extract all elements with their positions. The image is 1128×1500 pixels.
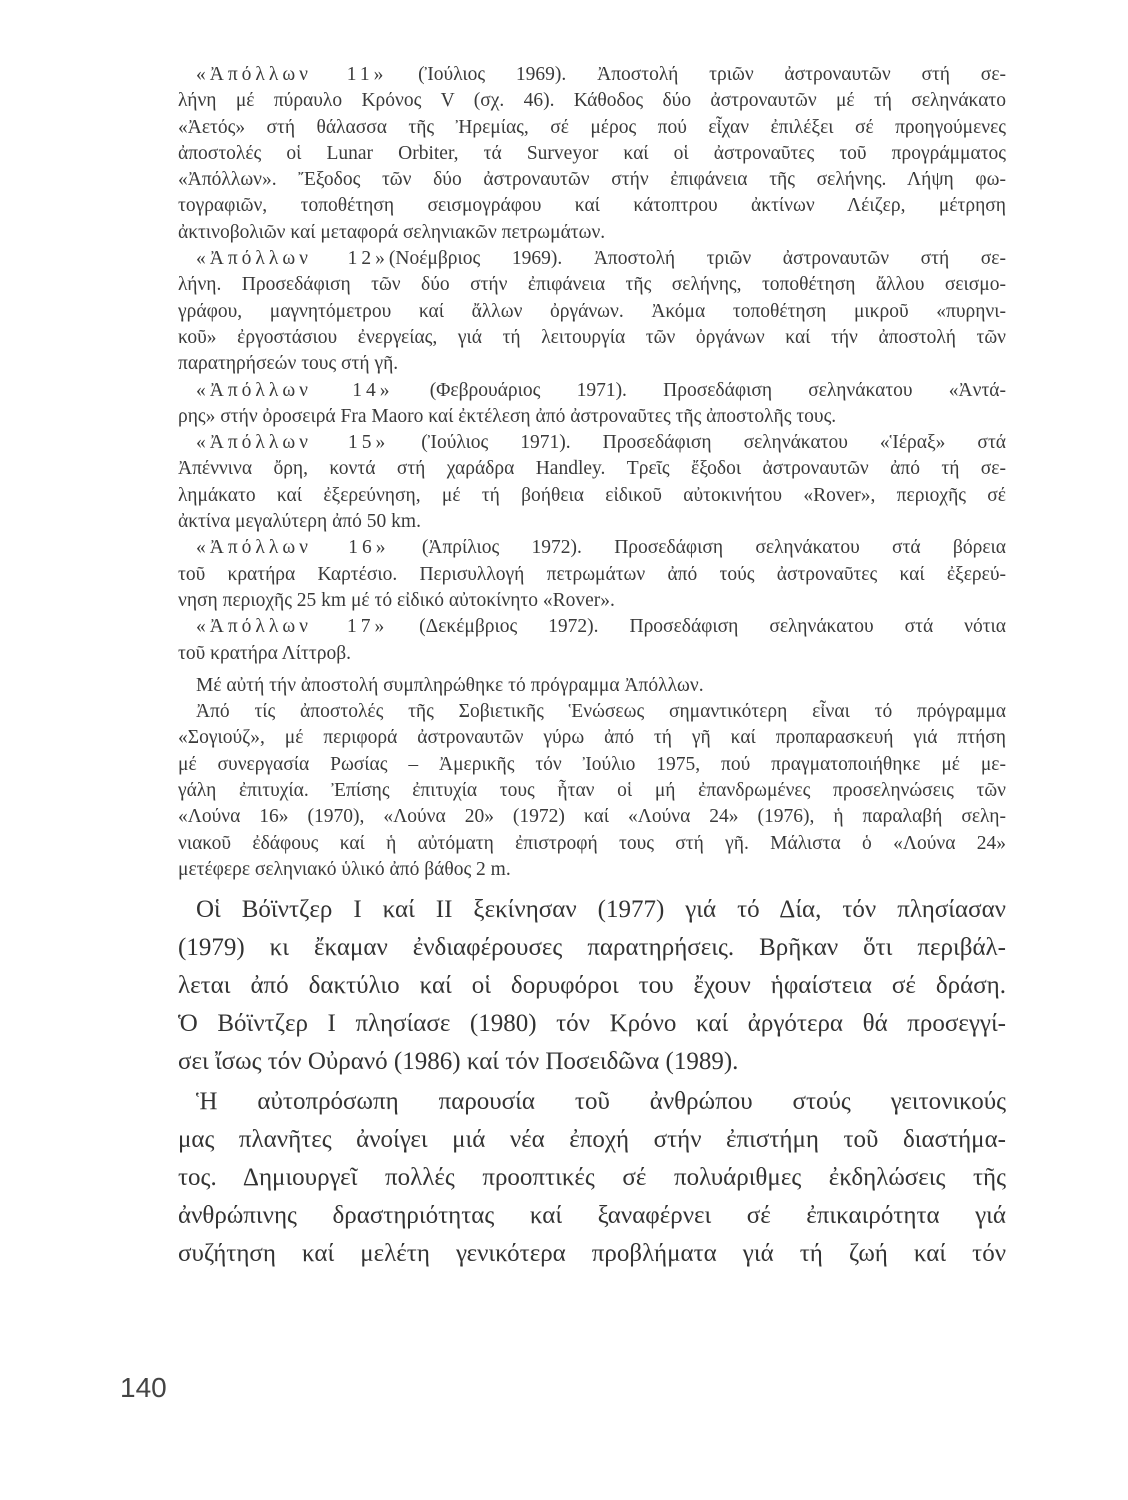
text-line xyxy=(178,891,1006,929)
line-text: τοῦ κρατήρα Καρτέσιο. Περισυλλογή πετρωμάτων ἀπό τούς ἀστροναῦτες καί ἐξερεύ- xyxy=(178,563,1006,585)
text-line xyxy=(178,778,1006,804)
text-line xyxy=(178,614,1006,640)
line-text: τος. Δημιουργεῖ πολλές προοπτικές σέ πολυάριθμες ἐκδηλώσεις τῆς xyxy=(178,1164,1006,1192)
text-line xyxy=(178,1197,1006,1235)
line-text: Ὁ Βόϊντζερ I πλησίασε (1980) τόν Κρόνο καί ἀργότερα θά προσεγγί- xyxy=(178,1010,1006,1038)
line-text: Ἀπέννινα ὄρη, κοντά στή χαράδρα Handley. Τρεῖς ἔξοδοι ἀστροναυτῶν ἀπό τή σε- xyxy=(178,458,1006,480)
line-text: Ἡ αὐτοπρόσωπη παρουσία τοῦ ἀνθρώπου στούς γειτονικούς xyxy=(196,1088,1006,1116)
line-text: (Ἰούλιος 1971). Προσεδάφιση σεληνάκατου «Ἱέραξ» στά xyxy=(389,432,1006,454)
mission-name: «Ἀπόλλων 17» xyxy=(196,616,389,638)
page-number: 140 xyxy=(120,1372,167,1403)
line-text: τογραφιῶν, τοποθέτηση σεισμογράφου καί κάτοπτρου ἀκτίνων Λέιζερ, μέτρηση xyxy=(178,195,1006,217)
text-line xyxy=(178,857,1006,883)
line-text: λήνη μέ πύραυλο Κρόνος V (σχ. 46). Κάθοδος δύο ἀστροναυτῶν μέ τή σεληνάκατο xyxy=(178,90,1006,112)
line-text: συζήτηση καί μελέτη γενικότερα προβλήματα γιά τή ζωή καί τόν xyxy=(178,1240,1006,1268)
paragraph xyxy=(178,891,1006,1081)
line-text: (Νοέμβριος 1969). Ἀποστολή τριῶν ἀστροναυτῶν στή σε- xyxy=(388,248,1006,270)
text-line xyxy=(178,804,1006,830)
paragraph xyxy=(178,1083,1006,1273)
text-line xyxy=(178,831,1006,857)
line-text: γάλη ἐπιτυχία. Ἐπίσης ἐπιτυχία τους ἦταν οἱ μή ἐπανδρωμένες προσεληνώσεις τῶν xyxy=(178,780,1006,802)
small-text-block xyxy=(178,62,1006,883)
line-text: λήνη. Προσεδάφιση τῶν δύο στήν ἐπιφάνεια τῆς σελήνης, τοποθέτηση ἄλλου σεισμο- xyxy=(178,274,1006,296)
line-text: παρατηρήσεών τους στή γῆ. xyxy=(178,353,399,375)
line-text: νηση περιοχῆς 25 km μέ τό εἰδικό αὐτοκίνητο «Rover». xyxy=(178,589,615,611)
paragraph xyxy=(178,378,1006,431)
line-text: Οἱ Βόϊντζερ I καί II ξεκίνησαν (1977) γιά τό Δία, τόν πλησίασαν xyxy=(196,896,1006,924)
page-body xyxy=(178,62,1006,1273)
text-line xyxy=(178,272,1006,298)
line-text: μας πλανῆτες ἀνοίγει μιά νέα ἐποχή στήν ἐπιστήμη τοῦ διαστήμα- xyxy=(178,1126,1006,1154)
text-line xyxy=(178,220,1006,246)
text-line xyxy=(178,673,1006,699)
text-line xyxy=(178,1121,1006,1159)
line-text: Ἀπό τίς ἀποστολές τῆς Σοβιετικῆς Ἑνώσεως σημαντικότερη εἶναι τό πρόγραμμα xyxy=(196,701,1006,723)
line-text: «Σογιούζ», μέ περιφορά ἀστροναυτῶν γύρω ἀπό τή γῆ καί προπαρασκευή γιά πτήση xyxy=(178,727,1006,749)
line-text: ἀκτινοβολιῶν καί μεταφορά σεληνιακῶν πετρωμάτων. xyxy=(178,221,606,243)
line-text: μέ συνεργασία Ρωσίας – Ἀμερικῆς τόν Ἰούλιο 1975, πού πραγματοποιήθηκε μέ με- xyxy=(178,753,1006,775)
text-line xyxy=(178,167,1006,193)
line-text: (1979) κι ἔκαμαν ἐνδιαφέρουσες παρατηρήσεις. Βρῆκαν ὅτι περιβάλ- xyxy=(178,934,1006,962)
text-line xyxy=(178,509,1006,535)
line-text: κοῦ» ἐργοστάσιου ἐνεργείας, γιά τή λειτουργία τῶν ὀργάνων καί τήν ἀποστολή τῶν xyxy=(178,326,1006,348)
text-line xyxy=(178,588,1006,614)
text-line xyxy=(178,404,1006,430)
line-text: τοῦ κρατήρα Λίττροβ. xyxy=(178,642,352,664)
paragraph xyxy=(178,430,1006,535)
line-text: (Φεβρουάριος 1971). Προσεδάφιση σεληνάκατου «Ἀντά- xyxy=(393,379,1006,401)
text-line xyxy=(178,725,1006,751)
line-text: λημάκατο καί ἐξερεύνηση, μέ τή βοήθεια εἰδικοῦ αὐτοκινήτου «Rover», περιοχῆς σέ xyxy=(178,484,1006,506)
paragraph xyxy=(178,673,1006,699)
line-text: ρης» στήν ὀροσειρά Fra Maoro καί ἐκτέλεση ἀπό ἀστροναῦτες τῆς ἀποστολῆς τους. xyxy=(178,405,837,427)
paragraph xyxy=(178,246,1006,377)
text-line xyxy=(178,88,1006,114)
mission-name: «Ἀπόλλων 14» xyxy=(196,379,394,401)
mission-name: «Ἀπόλλων 12» xyxy=(196,248,389,270)
mission-name: «Ἀπόλλων 11» xyxy=(196,64,388,85)
text-line xyxy=(178,351,1006,377)
paragraph xyxy=(178,62,1006,246)
text-line xyxy=(178,967,1006,1005)
text-line xyxy=(178,1083,1006,1121)
text-line xyxy=(178,535,1006,561)
line-text: γράφου, μαγνητόμετρου καί ἄλλων ὀργάνων. Ἀκόμα τοποθέτηση μικροῦ «πυρηνι- xyxy=(178,300,1006,322)
line-text: «Ἀπόλλων». Ἔξοδος τῶν δύο ἀστροναυτῶν στήν ἐπιφάνεια τῆς σελήνης. Λήψη φω- xyxy=(178,169,1006,191)
text-line xyxy=(178,562,1006,588)
mission-name: «Ἀπόλλων 16» xyxy=(196,537,390,559)
text-line xyxy=(178,1159,1006,1197)
text-line xyxy=(178,699,1006,725)
paragraph xyxy=(178,699,1006,883)
text-line xyxy=(178,115,1006,141)
line-text: (Ἰούλιος 1969). Ἀποστολή τριῶν ἀστροναυτῶν στή σε- xyxy=(387,64,1006,85)
text-line xyxy=(178,1235,1006,1273)
line-text: ἀποστολές οἱ Lunar Orbiter, τά Surveyor καί οἱ ἀστροναῦτες τοῦ προγράμματος xyxy=(178,142,1006,164)
line-text: ἀκτίνα μεγαλύτερη ἀπό 50 km. xyxy=(178,511,421,533)
text-line xyxy=(178,1005,1006,1043)
line-text: Μέ αὐτή τήν ἀποστολή συμπληρώθηκε τό πρόγραμμα Ἀπόλλων. xyxy=(196,674,704,696)
line-text: (Ἀπρίλιος 1972). Προσεδάφιση σεληνάκατου στά βόρεια xyxy=(389,537,1006,559)
paragraph xyxy=(178,614,1006,667)
text-line xyxy=(178,325,1006,351)
text-line xyxy=(178,752,1006,778)
text-line xyxy=(178,378,1006,404)
text-line xyxy=(178,456,1006,482)
line-text: νιακοῦ ἐδάφους καί ἡ αὐτόματη ἐπιστροφή τους στή γῆ. Μάλιστα ὁ «Λούνα 24» xyxy=(178,832,1006,854)
line-text: «Ἀετός» στή θάλασσα τῆς Ἠρεμίας, σέ μέρος πού εἶχαν ἐπιλέξει σέ προηγούμενες xyxy=(178,116,1006,138)
text-line xyxy=(178,641,1006,667)
line-text: ἀνθρώπινης δραστηριότητας καί ξαναφέρνει σέ ἐπικαιρότητα γιά xyxy=(178,1202,1006,1230)
large-text-block xyxy=(178,891,1006,1273)
line-text: (Δεκέμβριος 1972). Προσεδάφιση σεληνάκατου στά νότια xyxy=(388,616,1006,638)
text-line xyxy=(178,430,1006,456)
line-text: λεται ἀπό δακτύλιο καί οἱ δορυφόροι του ἔχουν ἡφαίστεια σέ δράση. xyxy=(178,972,1006,1000)
line-text: σει ἴσως τόν Οὐρανό (1986) καί τόν Ποσειδῶνα (1989). xyxy=(178,1048,739,1076)
line-text: μετέφερε σεληνιακό ὑλικό ἀπό βάθος 2 m. xyxy=(178,858,511,880)
text-line xyxy=(178,299,1006,325)
text-line xyxy=(178,929,1006,967)
mission-name: «Ἀπόλλων 15» xyxy=(196,432,390,454)
text-line xyxy=(178,141,1006,167)
text-line xyxy=(178,193,1006,219)
text-line xyxy=(178,483,1006,509)
text-line xyxy=(178,1043,1006,1081)
line-text: «Λούνα 16» (1970), «Λούνα 20» (1972) καί «Λούνα 24» (1976), ἡ παραλαβή σελη- xyxy=(178,806,1006,828)
paragraph xyxy=(178,535,1006,614)
text-line xyxy=(178,246,1006,272)
text-line xyxy=(178,62,1006,88)
